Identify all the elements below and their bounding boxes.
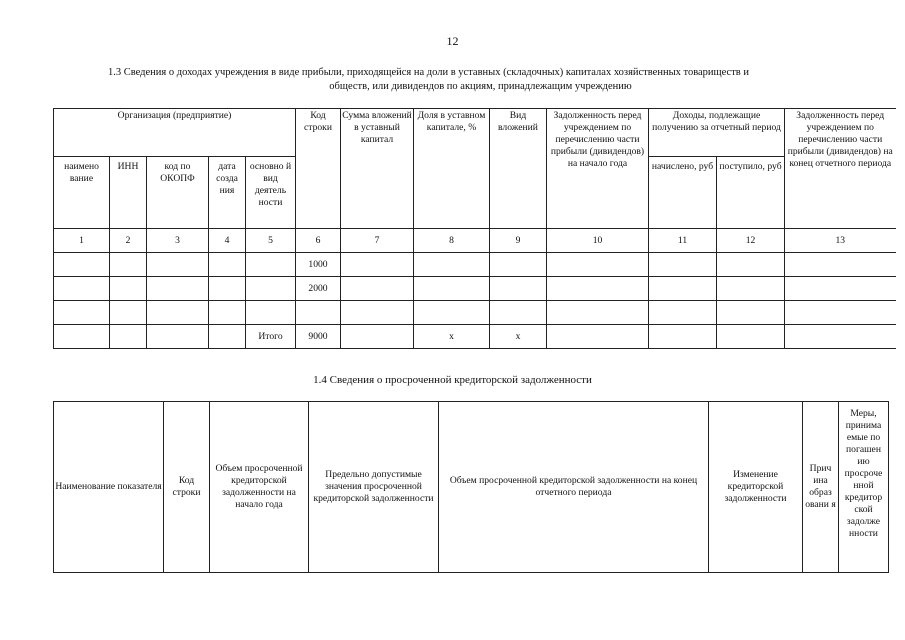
row-code: 2000 bbox=[296, 277, 341, 301]
column-number: 4 bbox=[209, 229, 246, 253]
column-number: 13 bbox=[785, 229, 896, 253]
column-number: 5 bbox=[246, 229, 296, 253]
table-row bbox=[54, 277, 896, 301]
header-limit: Предельно допустимые значения просроченной кредиторской задолженности bbox=[309, 402, 439, 573]
row-code: 1000 bbox=[296, 253, 341, 277]
column-numbers-row bbox=[54, 229, 896, 253]
total-share: x bbox=[414, 325, 490, 349]
page-number: 12 bbox=[446, 34, 459, 48]
header-change: Изменение кредиторской задолженности bbox=[709, 402, 803, 573]
header-measures: Меры, принима емые по погашен ию просроче нной кредитор ской задолже нности bbox=[839, 402, 889, 573]
header-type: Вид вложений bbox=[490, 109, 547, 229]
overdue-debt-table bbox=[53, 401, 889, 573]
header-organization: Организация (предприятие) bbox=[54, 109, 296, 157]
total-type: x bbox=[490, 325, 547, 349]
column-number: 7 bbox=[341, 229, 414, 253]
header-code: Код строки bbox=[296, 109, 341, 229]
column-number: 11 bbox=[649, 229, 717, 253]
header-overdue-end: Объем просроченной кредиторской задолженности на конец отчетного периода bbox=[439, 402, 709, 573]
header-overdue-start: Объем просроченной кредиторской задолженности на начало года bbox=[210, 402, 309, 573]
column-number: 2 bbox=[110, 229, 147, 253]
column-number: 8 bbox=[414, 229, 490, 253]
header-cause: Прич ина образ овани я bbox=[803, 402, 839, 573]
income-table bbox=[53, 108, 896, 349]
section-1-4-title: 1.4 Сведения о просроченной кредиторской задолженности bbox=[313, 374, 592, 386]
total-code: 9000 bbox=[296, 325, 341, 349]
total-label: Итого bbox=[246, 325, 296, 349]
header-date: дата созда ния bbox=[209, 157, 246, 229]
column-number: 9 bbox=[490, 229, 547, 253]
column-number: 6 bbox=[296, 229, 341, 253]
header-indicator: Наименование показателя bbox=[54, 402, 164, 573]
column-number: 12 bbox=[717, 229, 785, 253]
header-name: наимено вание bbox=[54, 157, 110, 229]
row-code bbox=[296, 301, 341, 325]
header-okopf: код по ОКОПФ bbox=[147, 157, 209, 229]
header-income: Доходы, подлежащие получению за отчетный период bbox=[649, 109, 785, 157]
table-row bbox=[54, 253, 896, 277]
section-1-3-title bbox=[56, 66, 905, 94]
header-debt-start: Задолженность перед учреждением по перечислению части прибыли (дивидендов) на начало года bbox=[547, 109, 649, 229]
table-row bbox=[54, 301, 896, 325]
header-debt-end: Задолженность перед учреждением по перечислению части прибыли (дивидендов) на конец отчетного периода bbox=[785, 109, 896, 229]
section-1-3-title-line2: обществ, или дивидендов по акциям, принадлежащим учреждению bbox=[329, 81, 632, 92]
header-share: Доля в уставном капитале, % bbox=[414, 109, 490, 229]
total-row bbox=[54, 325, 896, 349]
section-1-3-title-line1: 1.3 Сведения о доходах учреждения в виде прибыли, приходящейся на доли в уставных (складочных) капиталах хозяйственных товариществ и bbox=[108, 67, 750, 78]
header-investment: Сумма вложений в уставный капитал bbox=[341, 109, 414, 229]
header-code: Код строки bbox=[164, 402, 210, 573]
header-received: поступило, руб bbox=[717, 157, 785, 229]
column-number: 3 bbox=[147, 229, 209, 253]
column-number: 10 bbox=[547, 229, 649, 253]
header-activity: основно й вид деятель ности bbox=[246, 157, 296, 229]
header-accrued: начислено, руб bbox=[649, 157, 717, 229]
column-number: 1 bbox=[54, 229, 110, 253]
header-inn: ИНН bbox=[110, 157, 147, 229]
